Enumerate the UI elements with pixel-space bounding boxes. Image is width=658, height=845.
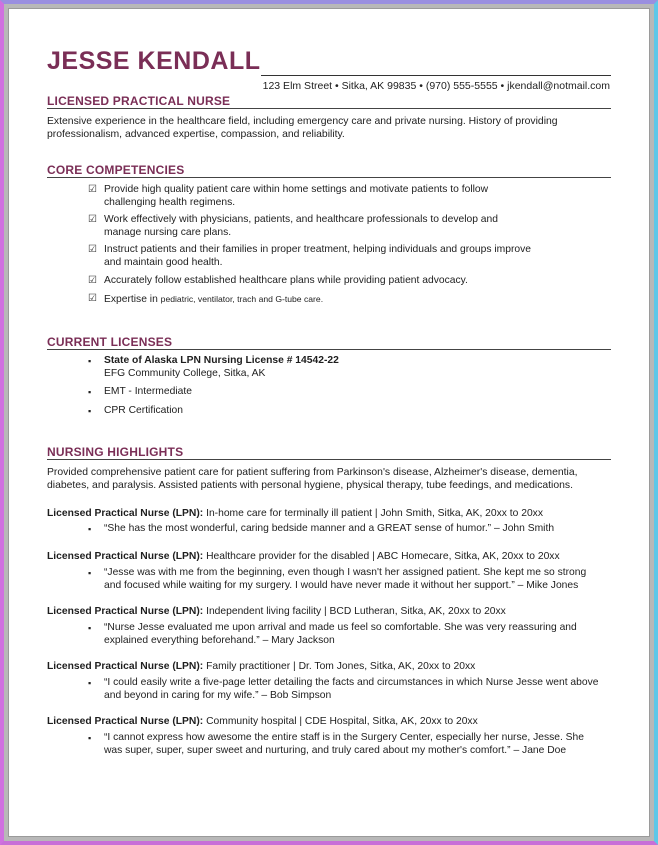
testimonial-line: and focused while waiting for my surgery. I would have never made it without her support.” – Mike Jones (104, 579, 579, 591)
bullet-icon: ▪ (88, 568, 92, 578)
checkbox-icon: ☑ (88, 275, 97, 286)
checkbox-icon: ☑ (88, 184, 97, 195)
job-detail: In-home care for terminally ill patient | John Smith, Sitka, AK, 20xx to 20xx (203, 508, 543, 519)
checkbox-icon: ☑ (88, 293, 97, 304)
job-entry-heading (47, 507, 543, 520)
highlights-intro: Provided comprehensive patient care for patient suffering from Parkinson's disease, Alzheimer's disease, dementia, diabetes, and paralysis. Assisted patients with personal hygiene, physical therapy, tube feedings, and medications. (47, 467, 578, 491)
competency-line: Provide high quality patient care within home settings and motivate patients to follow (104, 184, 489, 195)
testimonial-line: “Jesse was with me from the beginning, even though I wasn't her assigned patient. She kept me so strong (104, 567, 587, 578)
testimonial-line: was super, super, super sweet and nurturing, and truly cared about my mother's comfort.” – Jane Doe (104, 744, 567, 756)
bullet-icon: ▪ (88, 387, 92, 397)
checkbox-icon: ☑ (88, 244, 97, 255)
summary-text: Extensive experience in the healthcare field, including emergency care and private nursing. History of providing professionalism, advanced expertise, compassion, and reliability. (47, 116, 558, 140)
bullet-icon: ▪ (88, 406, 92, 416)
highlights-divider (47, 459, 611, 460)
job-entry-heading (47, 605, 506, 618)
job-role: Licensed Practical Nurse (LPN): (47, 508, 204, 519)
license-name: EMT - Intermediate (104, 386, 192, 397)
testimonial-line: “She has the most wonderful, caring bedside manner and a GREAT sense of humor.” – John Smith (104, 523, 555, 534)
license-name: State of Alaska LPN Nursing License # 14542-22 (104, 355, 339, 366)
job-detail: Healthcare provider for the disabled | ABC Homecare, Sitka, AK, 20xx to 20xx (203, 551, 560, 562)
job-detail: Community hospital | CDE Hospital, Sitka, AK, 20xx to 20xx (203, 716, 478, 727)
bullet-icon: ▪ (88, 733, 92, 743)
competency-line: Instruct patients and their families in proper treatment, helping individuals and groups improve (104, 244, 531, 255)
testimonial-line: “I cannot express how awesome the entire staff is in the Surgery Center, especially her nurse, Jesse. She (104, 732, 585, 743)
competency-line-detail: pediatric, ventilator, trach and G-tube care. (160, 294, 324, 304)
job-detail: Family practitioner | Dr. Tom Jones, Sitka, AK, 20xx to 20xx (203, 661, 476, 672)
competencies-divider (47, 177, 611, 178)
job-role: Licensed Practical Nurse (LPN): (47, 606, 204, 617)
candidate-name: JESSE KENDALL (47, 47, 261, 75)
bullet-icon: ▪ (88, 524, 92, 534)
job-entry-heading (47, 550, 560, 563)
contact-line: 123 Elm Street • Sitka, AK 99835 • (970) 555-5555 • jkendall@notmail.com (262, 80, 610, 92)
competencies-heading: CORE COMPETENCIES (47, 163, 185, 177)
competency-line: and maintain good health. (104, 256, 223, 268)
bullet-icon: ▪ (88, 356, 92, 366)
job-entry-heading (47, 715, 478, 728)
competency-line: Expertise in (104, 294, 161, 305)
job-detail: Independent living facility | BCD Lutheran, Sitka, AK, 20xx to 20xx (203, 606, 506, 617)
testimonial-line: explained everything beforehand.” – Mary Jackson (104, 634, 335, 646)
job-title-heading: LICENSED PRACTICAL NURSE (47, 94, 231, 108)
testimonial-line: “Nurse Jesse evaluated me upon arrival and made us feel so comfortable. She was very reassuring and (104, 622, 577, 633)
competency-line: challenging health regimens. (104, 196, 236, 208)
checkbox-icon: ☑ (88, 214, 97, 225)
bullet-icon: ▪ (88, 623, 92, 633)
competency-line: manage nursing care plans. (104, 226, 232, 238)
testimonial-line: and beyond in caring for my wife.” – Bob Simpson (104, 689, 332, 701)
bullet-icon: ▪ (88, 678, 92, 688)
licenses-divider (47, 349, 611, 350)
name-divider (261, 75, 611, 76)
job-role: Licensed Practical Nurse (LPN): (47, 716, 204, 727)
job-entry-heading (47, 660, 475, 673)
testimonial-line: “I could easily write a five-page letter detailing the facts and circumstances in which Nurse Jesse went above (104, 677, 599, 688)
competency-line: Work effectively with physicians, patients, and healthcare professionals to develop and (104, 214, 498, 225)
competency-line: Accurately follow established healthcare plans while providing patient advocacy. (104, 275, 468, 286)
job-role: Licensed Practical Nurse (LPN): (47, 551, 204, 562)
job-title-divider (47, 108, 611, 109)
license-issuer: EFG Community College, Sitka, AK (104, 367, 266, 379)
license-name: CPR Certification (104, 405, 183, 416)
job-role: Licensed Practical Nurse (LPN): (47, 661, 204, 672)
highlights-heading: NURSING HIGHLIGHTS (47, 445, 184, 459)
licenses-heading: CURRENT LICENSES (47, 335, 173, 349)
